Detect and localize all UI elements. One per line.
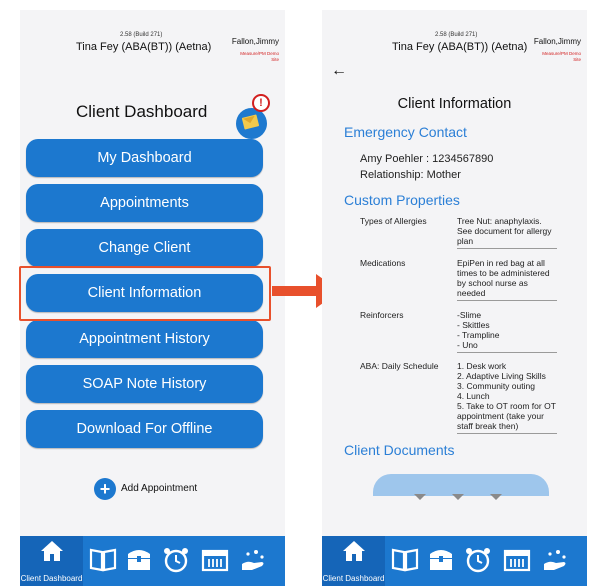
back-arrow-icon[interactable]: ← — [331, 62, 347, 79]
emergency-contact-heading: Emergency Contact — [344, 124, 467, 140]
nav-client-dashboard[interactable] — [322, 536, 385, 586]
user-name: Fallon,Jimmy — [231, 37, 279, 46]
bottom-nav — [322, 536, 587, 586]
home-icon — [39, 539, 65, 563]
star-hand-icon[interactable] — [540, 546, 570, 574]
treasure-chest-icon[interactable] — [427, 546, 455, 572]
nav-client-dashboard[interactable] — [20, 536, 83, 586]
user-name: Fallon,Jimmy — [533, 37, 581, 46]
property-label: Types of Allergies — [360, 216, 427, 226]
contact-relationship: Relationship: Mother — [360, 169, 461, 181]
page-title: Client Information — [397, 96, 512, 112]
client-name: Tina Fey (ABA(BT)) (Aetna) — [76, 41, 212, 53]
property-label: Reinforcers — [360, 310, 404, 320]
add-icon[interactable]: + — [94, 478, 116, 500]
custom-properties-heading: Custom Properties — [344, 192, 460, 208]
chevron-down-icon — [322, 494, 587, 504]
property-value: -Slime - Skittles - Trampline - Uno — [457, 310, 557, 353]
contact-name-phone: Amy Poehler : 1234567890 — [360, 153, 494, 165]
app-header — [20, 32, 285, 78]
client-name: Tina Fey (ABA(BT)) (Aetna) — [392, 41, 528, 53]
appointments-button[interactable]: Appointments — [26, 184, 263, 222]
client-information-button[interactable]: Client Information — [26, 274, 263, 312]
property-value: Tree Nut: anaphylaxis. See document for allergy plan — [457, 216, 557, 249]
app-header — [322, 32, 587, 78]
soap-note-history-button[interactable]: SOAP Note History — [26, 365, 263, 403]
property-label: ABA: Daily Schedule — [360, 361, 439, 371]
property-label: Medications — [360, 258, 406, 268]
property-value: 1. Desk work 2. Adaptive Living Skills 3. Community outing 4. Lunch 5. Take to OT room for OT appointment (take your staff break then) — [457, 361, 557, 434]
page-title: Client Dashboard — [76, 102, 208, 121]
alarm-clock-icon[interactable] — [162, 546, 190, 574]
change-client-button[interactable]: Change Client — [26, 229, 263, 267]
my-dashboard-button[interactable]: My Dashboard — [26, 139, 263, 177]
star-hand-icon[interactable] — [238, 546, 268, 574]
appointment-history-button[interactable]: Appointment History — [26, 320, 263, 358]
book-icon[interactable] — [391, 546, 419, 572]
version-label: 2.58 (Build 271) — [120, 32, 163, 38]
home-icon — [341, 539, 367, 563]
treasure-chest-icon[interactable] — [125, 546, 153, 572]
nav-home-label: Client Dashboard — [20, 574, 83, 583]
user-site: Measure/PM Demo Site — [542, 51, 581, 62]
user-site: Measure/PM Demo Site — [240, 51, 279, 62]
nav-home-label: Client Dashboard — [322, 574, 385, 583]
client-information-screen — [322, 10, 587, 586]
alarm-clock-icon[interactable] — [464, 546, 492, 574]
add-appointment-label: Add Appointment — [121, 483, 198, 494]
version-label: 2.58 (Build 271) — [435, 32, 478, 38]
calendar-icon[interactable] — [201, 546, 229, 572]
property-value: EpiPen in red bag at all times to be administered by school nurse as needed — [457, 258, 557, 301]
book-icon[interactable] — [89, 546, 117, 572]
client-documents-heading: Client Documents — [344, 442, 455, 458]
document-tab-bar[interactable] — [373, 474, 549, 496]
download-offline-button[interactable]: Download For Offline — [26, 410, 263, 448]
highlight-box — [19, 266, 271, 321]
alert-icon[interactable]: ! — [252, 94, 270, 112]
messages-icon[interactable] — [236, 108, 267, 139]
bottom-nav — [20, 536, 285, 586]
calendar-icon[interactable] — [503, 546, 531, 572]
